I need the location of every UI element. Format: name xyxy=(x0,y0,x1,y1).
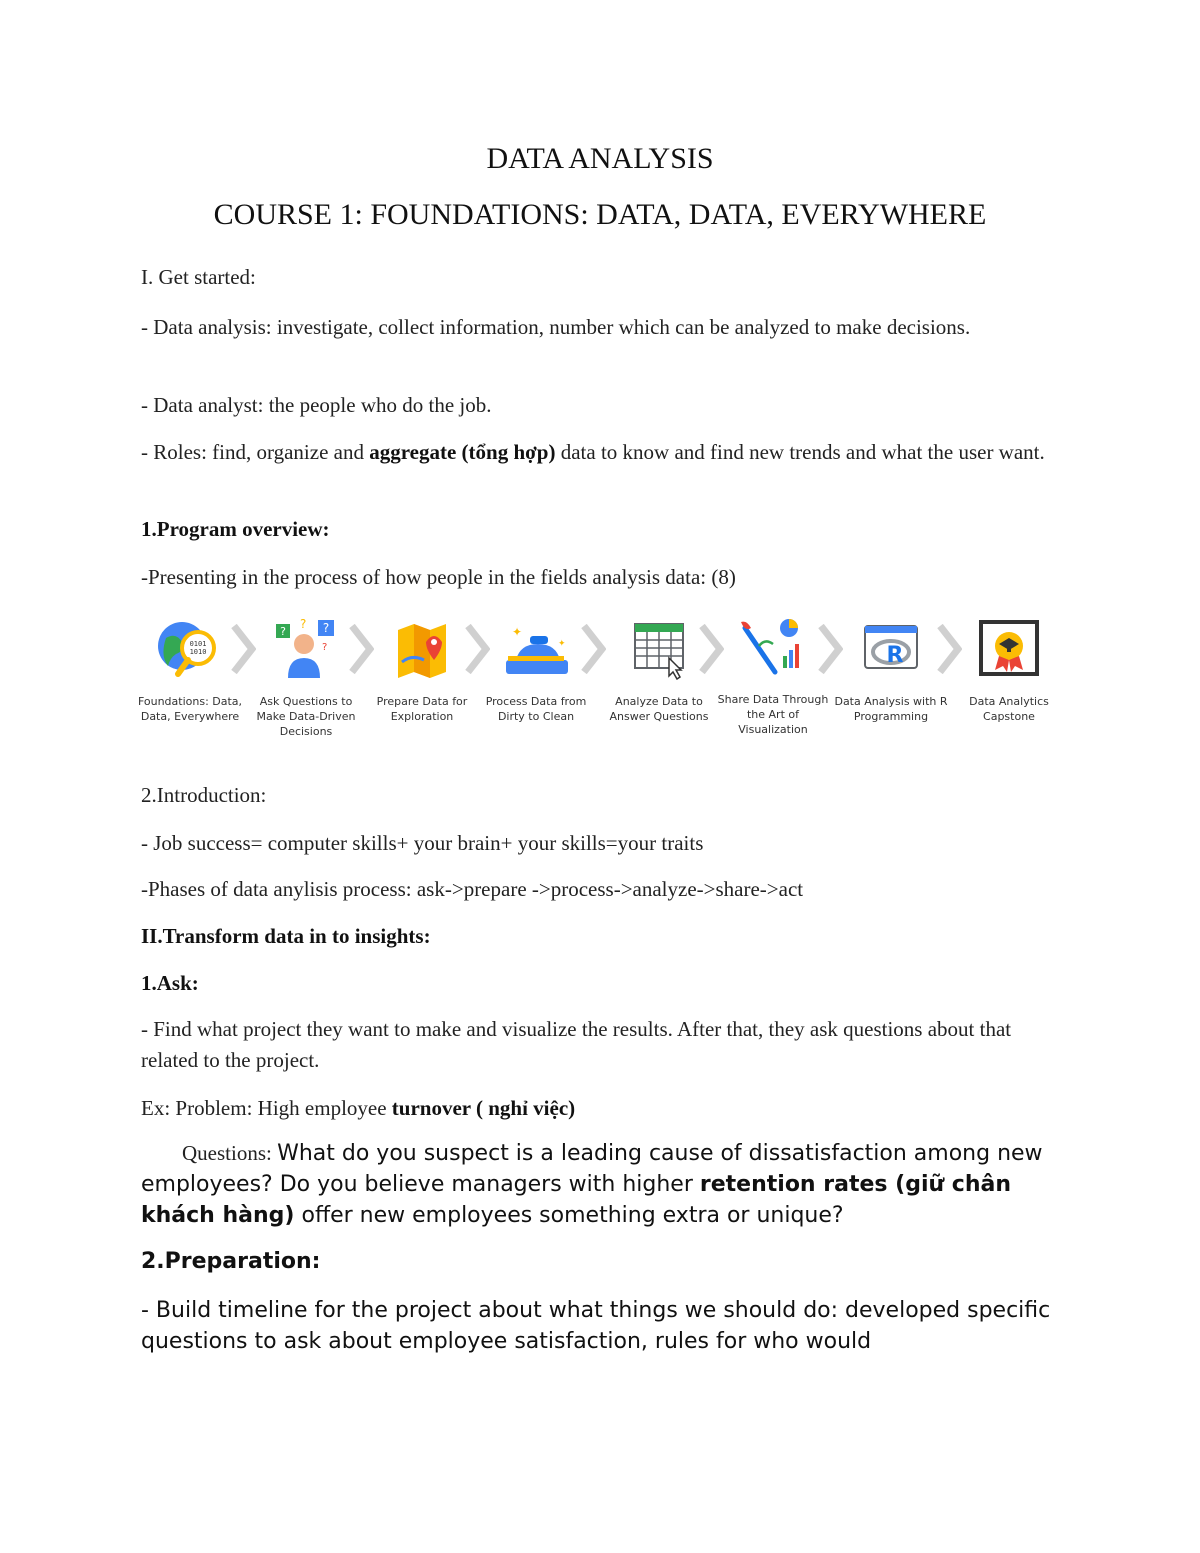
certificate-icon xyxy=(973,616,1045,680)
chevron-right-icon xyxy=(580,624,606,674)
paragraph-roles xyxy=(141,437,1071,468)
course-step xyxy=(484,612,588,752)
paragraph-preparation: - Build timeline for the project about what things we should do: developed specific questions to ask about employee satisfaction, rules for who would xyxy=(141,1298,1051,1354)
course-step-label: Process Data from Dirty to Clean xyxy=(485,695,587,723)
chevron-right-icon xyxy=(230,624,256,674)
course-step-label: Foundations: Data, Data, Everywhere xyxy=(137,695,243,723)
paragraph-program-intro: -Presenting in the process of how people in the fields analysis data: (8) xyxy=(141,565,736,589)
roles-text-a: - Roles: find, organize and xyxy=(141,440,370,464)
transform-heading-label: II.Transform data in to insights: xyxy=(141,924,431,948)
svg-text:?: ? xyxy=(322,621,330,635)
svg-text:?: ? xyxy=(300,617,307,631)
course-step xyxy=(957,612,1061,752)
example-bold-term: turnover ( nghỉ việc) xyxy=(391,1096,576,1120)
paragraph-ask: - Find what project they want to make and visualize the results. After that, they ask questions about that related to the project. xyxy=(141,1017,1012,1072)
paragraph-job-success: - Job success= computer skills+ your brain+ your skills=your traits xyxy=(141,831,704,855)
course-steps-strip xyxy=(137,612,1060,752)
example-text: Ex: Problem: High employee xyxy=(141,1096,392,1120)
course-step xyxy=(138,612,242,752)
document-subtitle: COURSE 1: FOUNDATIONS: DATA, DATA, EVERYWHERE xyxy=(213,198,987,231)
map-pin-icon xyxy=(386,616,458,680)
ask-heading-label: 1.Ask: xyxy=(141,971,199,995)
questions-text-b: offer new employees something extra or unique? xyxy=(294,1203,844,1228)
course-step-label: Analyze Data to Answer Questions xyxy=(609,695,709,723)
cleaning-brush-icon xyxy=(500,616,572,680)
svg-text:?: ? xyxy=(280,625,286,638)
course-step xyxy=(370,612,474,752)
paragraph-phases: -Phases of data anylisis process: ask->prepare ->process->analyze->share->act xyxy=(141,877,804,901)
questions-text-a: What do you suspect is a leading cause of dissatisfaction among new employees? Do you believe managers with higher xyxy=(141,1141,1043,1197)
course-step xyxy=(717,612,829,752)
r-logo-icon xyxy=(855,616,927,680)
program-overview-label: 1.Program overview: xyxy=(141,517,330,541)
roles-bold-term: aggregate (tổng hợp) xyxy=(369,440,556,464)
roles-text-b: data to know and find new trends and what the user want. xyxy=(555,440,1045,464)
heading-introduction: 2.Introduction: xyxy=(141,783,267,807)
globe-magnifier-icon xyxy=(154,616,226,680)
paintbrush-chart-icon xyxy=(737,616,809,680)
course-step-label: Share Data Through the Art of Visualization xyxy=(717,693,829,736)
course-step-label: Data Analysis with R Programming xyxy=(834,695,948,723)
svg-text:1010: 1010 xyxy=(189,648,207,656)
heading-transform xyxy=(141,921,1071,952)
paragraph-data-analyst: - Data analyst: the people who do the job. xyxy=(141,393,492,417)
svg-text:✦: ✦ xyxy=(558,639,566,649)
svg-text:?: ? xyxy=(322,642,328,653)
heading-ask xyxy=(141,968,1071,999)
heading-preparation: 2.Preparation: xyxy=(141,1249,321,1274)
questions-bold-term: retention rates (giữ chân khách hàng) xyxy=(141,1172,1012,1228)
document-title: DATA ANALYSIS xyxy=(486,142,714,175)
heading-program-overview xyxy=(141,514,1071,545)
course-step-label: Data Analytics Capstone xyxy=(969,695,1049,723)
paragraph-example xyxy=(141,1093,1071,1124)
section-heading-get-started: I. Get started: xyxy=(141,265,256,289)
spreadsheet-cursor-icon xyxy=(623,616,695,680)
course-step-label: Ask Questions to Make Data-Driven Decisions xyxy=(256,695,356,738)
paragraph-questions xyxy=(141,1138,1071,1231)
course-step xyxy=(607,612,711,752)
svg-text:✦: ✦ xyxy=(512,625,523,639)
course-step xyxy=(834,612,948,752)
course-step xyxy=(254,612,358,752)
svg-text:0101: 0101 xyxy=(189,640,207,648)
person-questions-icon xyxy=(270,616,342,680)
questions-label: Questions: xyxy=(182,1141,278,1165)
course-step-label: Prepare Data for Exploration xyxy=(376,695,468,723)
svg-text:R: R xyxy=(886,643,904,668)
paragraph-data-analysis: - Data analysis: investigate, collect information, number which can be analyzed to make decisions. xyxy=(141,315,971,339)
